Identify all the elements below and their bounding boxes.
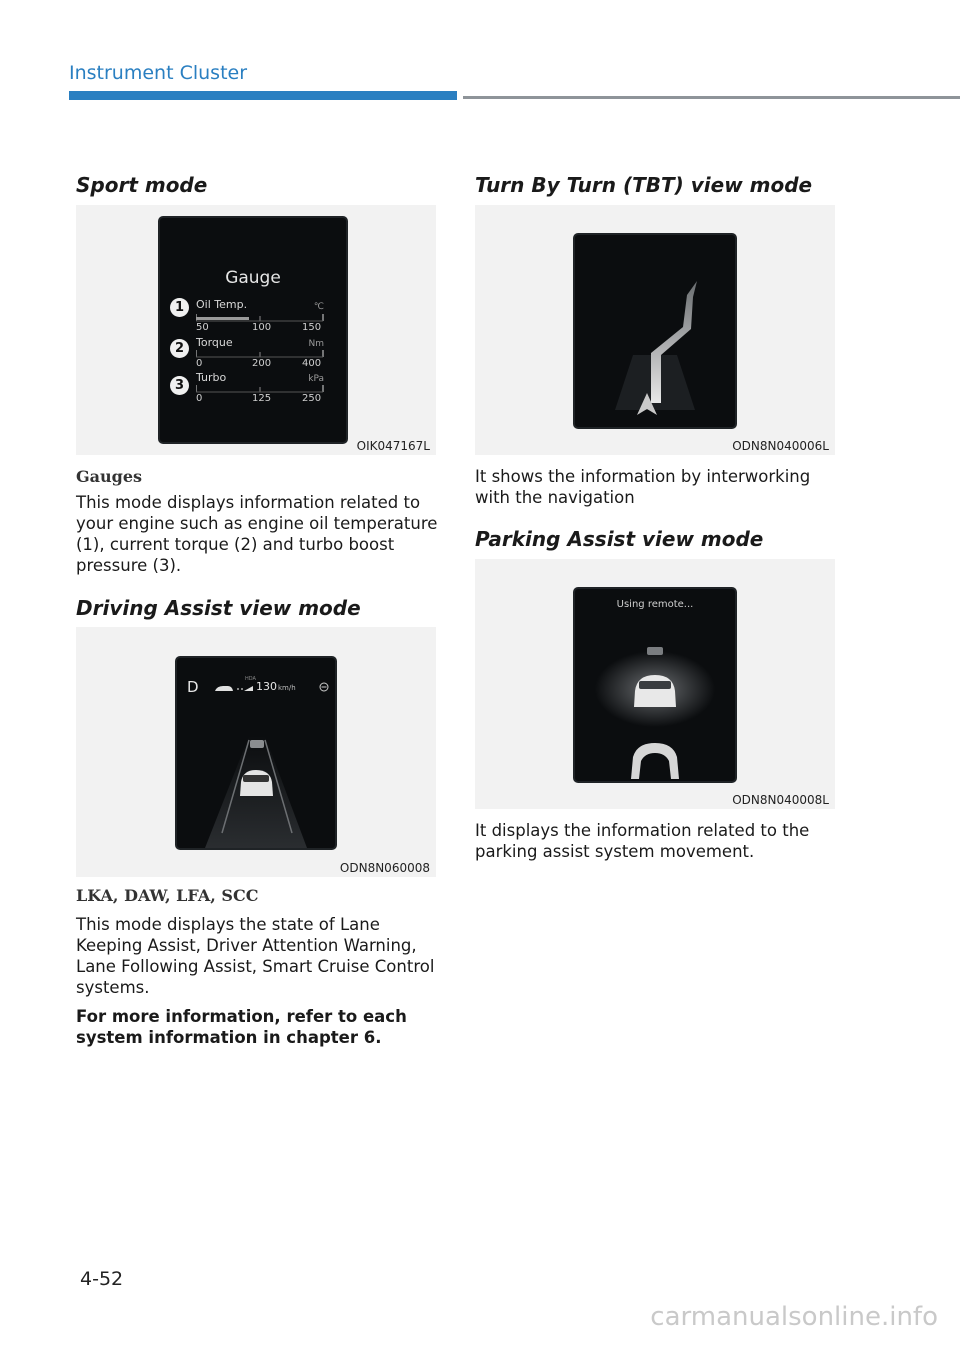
driving-assist-title: Driving Assist view mode — [76, 596, 361, 620]
gauge-screen — [158, 216, 348, 444]
gear-indicator: D — [187, 678, 199, 696]
gauge-tick: 125 — [252, 393, 272, 404]
driving-assist-subtitle: LKA, DAW, LFA, SCC — [76, 886, 259, 905]
gauge-unit-oil-temp: ℃ — [313, 302, 324, 312]
header-rule — [463, 96, 960, 99]
driving-assist-figure — [76, 627, 436, 877]
header-accent-bar — [69, 91, 457, 100]
lane-view-graphic — [177, 718, 335, 848]
gauge-scale-torque — [196, 348, 324, 358]
gauge-label-torque: Torque — [196, 336, 233, 349]
sport-mode-figure — [76, 205, 436, 455]
watermark: carmanualsonline.info — [650, 1302, 938, 1332]
figure-caption: ODN8N060008 — [339, 861, 430, 875]
navigation-route-graphic — [575, 235, 735, 427]
gauge-tick: 0 — [196, 393, 203, 404]
gauge-tick: 150 — [302, 322, 322, 333]
tbt-mode-description: It shows the information by interworking with the navigation — [475, 467, 811, 507]
gauge-tick: 50 — [196, 322, 209, 333]
figure-caption: ODN8N040006L — [732, 439, 829, 453]
gauge-badge-1: 1 — [170, 298, 189, 317]
gauge-screen-title: Gauge — [225, 268, 281, 288]
gauges-subtitle: Gauges — [76, 467, 143, 486]
gauge-fill-oil-temp — [196, 317, 249, 320]
gauge-label-turbo: Turbo — [196, 371, 227, 384]
gauge-unit-torque: Nm — [308, 339, 324, 349]
parking-assist-screen — [573, 587, 737, 783]
gauge-scale-turbo — [196, 383, 324, 393]
parking-assist-title: Parking Assist view mode — [475, 527, 764, 551]
tbt-mode-figure — [475, 205, 835, 455]
figure-caption: OIK047167L — [356, 439, 430, 453]
parking-assist-figure — [475, 559, 835, 809]
tbt-screen — [573, 233, 737, 429]
gauge-scale-oil-temp — [196, 312, 324, 322]
gauge-badge-3: 3 — [170, 376, 189, 395]
gauge-tick: 200 — [252, 358, 272, 369]
speed-unit: km/h — [278, 684, 296, 692]
car-follow-icon — [213, 682, 255, 694]
gauge-badge-2: 2 — [170, 339, 189, 358]
driving-assist-screen — [175, 656, 337, 850]
page-number: 4-52 — [80, 1268, 124, 1290]
sport-mode-description: This mode displays information related to your engine such as engine oil temperature (1), current torque (2) and turbo boost pressure (3). — [76, 493, 438, 575]
gauge-unit-turbo: kPa — [308, 374, 324, 384]
set-speed: 130 — [256, 680, 277, 693]
page-header-title: Instrument Cluster — [69, 62, 248, 84]
hda-label: HDA — [245, 676, 256, 682]
sport-mode-title: Sport mode — [76, 173, 208, 197]
driving-assist-note: For more information, refer to each system information in chapter 6. — [76, 1007, 407, 1047]
gauge-label-oil-temp: Oil Temp. — [196, 298, 248, 311]
status-icon — [319, 682, 329, 692]
gauge-tick: 250 — [302, 393, 322, 404]
parking-screen-message: Using remote... — [616, 599, 694, 610]
gauge-tick: 100 — [252, 322, 272, 333]
gauge-tick: 400 — [302, 358, 322, 369]
driving-assist-description: This mode displays the state of Lane Keeping Assist, Driver Attention Warning, Lane Following Assist, Smart Cruise Control systems. — [76, 915, 435, 997]
parking-assist-description: It displays the information related to the parking assist system movement. — [475, 821, 810, 861]
gauge-tick: 0 — [196, 358, 203, 369]
parking-vehicle-graphic — [575, 639, 735, 781]
figure-caption: ODN8N040008L — [732, 793, 829, 807]
tbt-mode-title: Turn By Turn (TBT) view mode — [475, 173, 813, 197]
